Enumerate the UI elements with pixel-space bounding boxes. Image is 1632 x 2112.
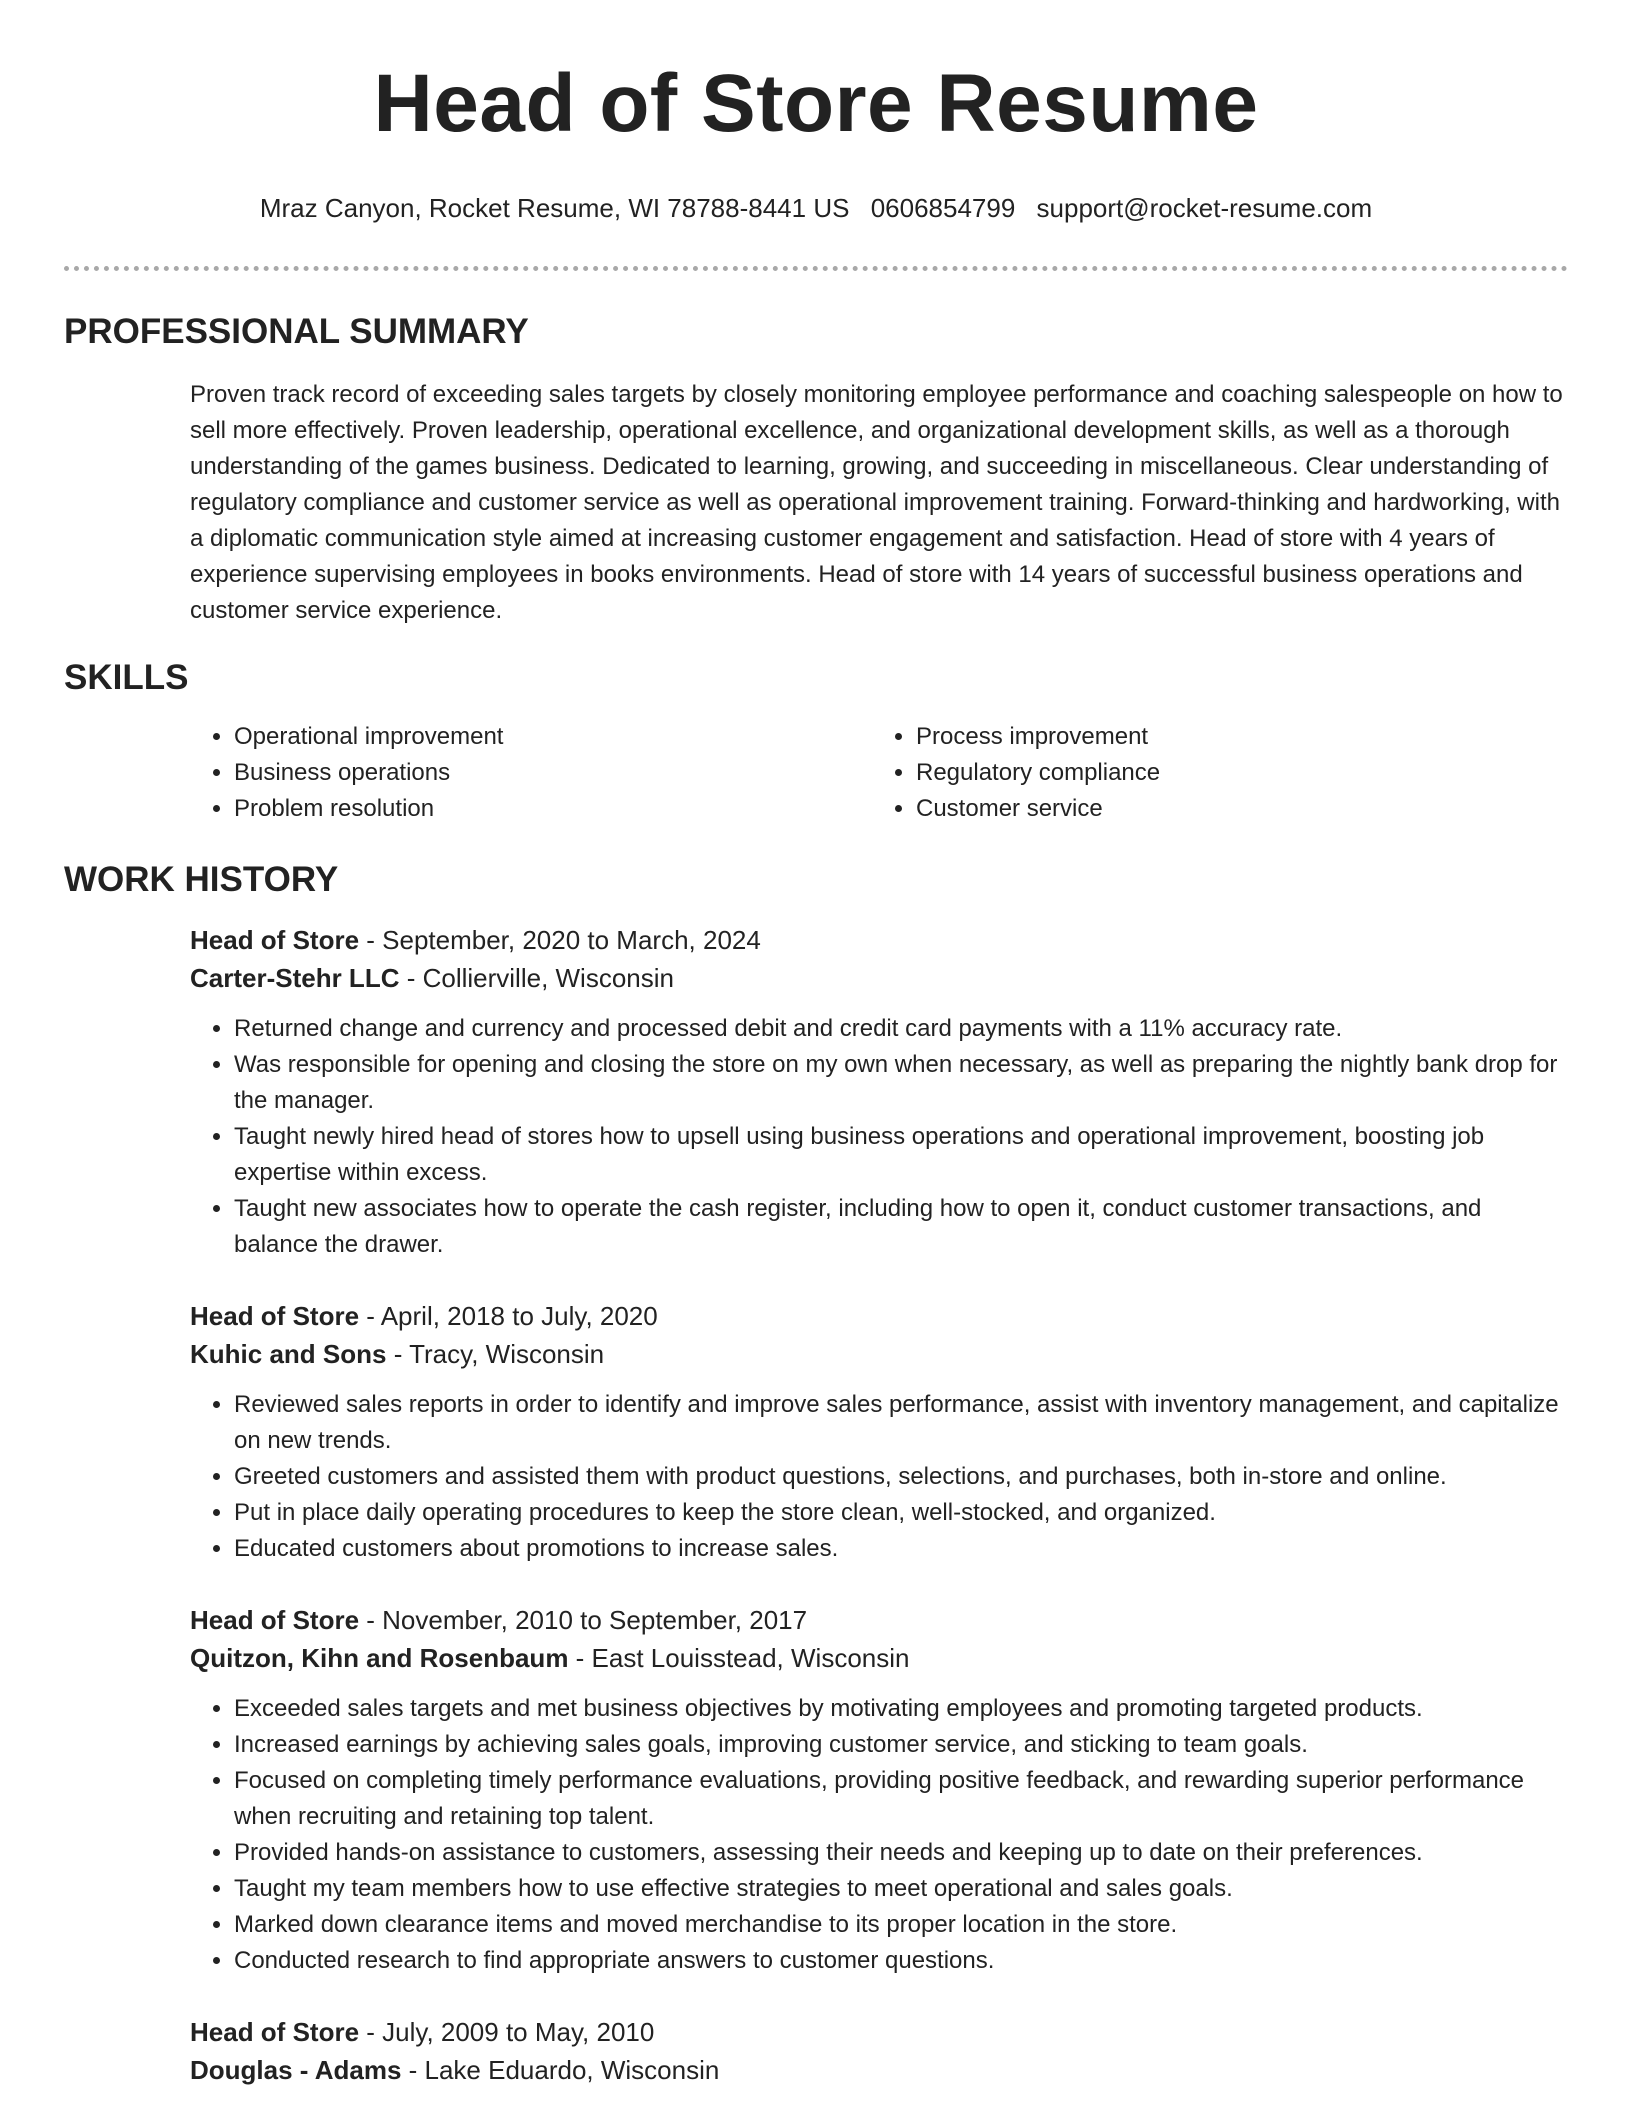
- job-location: - Collierville, Wisconsin: [399, 963, 674, 993]
- job-dates: - November, 2010 to September, 2017: [359, 1605, 808, 1635]
- skill-item: • Problem resolution: [234, 791, 872, 827]
- job-bullet: • Exceeded sales targets and met business objectives by motivating employees and promoting targeted products.: [234, 1691, 1568, 1727]
- job-bullet: • Taught my team members how to use effective strategies to meet operational and sales goals.: [234, 1871, 1568, 1907]
- job-bullets: [190, 1691, 1568, 1979]
- job-bullets: [190, 1011, 1568, 1263]
- skills-column-left: [190, 719, 872, 827]
- contact-line: [64, 192, 1568, 224]
- job-title: Head of Store: [190, 1301, 360, 1331]
- skill-item: • Business operations: [234, 755, 872, 791]
- job-company-line: [190, 1335, 1568, 1373]
- job-company: Carter-Stehr LLC: [190, 963, 400, 993]
- job-bullet: • Was responsible for opening and closing the store on my own when necessary, as well as preparing the nightly bank drop for the manager.: [234, 1047, 1568, 1119]
- job-title-line: [190, 921, 1568, 959]
- skills-column-right: [872, 719, 1160, 827]
- job-company-line: [190, 1639, 1568, 1677]
- job-title: Head of Store: [190, 925, 360, 955]
- job-company: Quitzon, Kihn and Rosenbaum: [190, 1643, 569, 1673]
- job-location: - Tracy, Wisconsin: [386, 1339, 605, 1369]
- summary-heading: PROFESSIONAL SUMMARY: [64, 312, 529, 351]
- job-dates: - September, 2020 to March, 2024: [359, 925, 761, 955]
- job-dates: - July, 2009 to May, 2010: [359, 2017, 655, 2047]
- job-bullet: • Taught new associates how to operate the cash register, including how to open it, conduct customer transactions, and balance the drawer.: [234, 1191, 1568, 1263]
- job-bullet: • Returned change and currency and processed debit and credit card payments with a 11% accuracy rate.: [234, 1011, 1568, 1047]
- job-title-line: [190, 1601, 1568, 1639]
- contact-address: Mraz Canyon, Rocket Resume, WI 78788-8441 US: [259, 193, 850, 223]
- skill-item: • Operational improvement: [234, 719, 872, 755]
- job-location: - Lake Eduardo, Wisconsin: [401, 2055, 720, 2085]
- job-bullet: • Marked down clearance items and moved merchandise to its proper location in the store.: [234, 1907, 1568, 1943]
- job-location: - East Louisstead, Wisconsin: [568, 1643, 910, 1673]
- skills-heading: SKILLS: [64, 658, 189, 697]
- job-entry: [190, 1601, 1568, 1979]
- skill-item: • Customer service: [916, 791, 1160, 827]
- job-bullet: • Focused on completing timely performance evaluations, providing positive feedback, and rewarding superior performance when recruiting and retaining top talent.: [234, 1763, 1568, 1835]
- job-bullet: • Greeted customers and assisted them with product questions, selections, and purchases, both in-store and online.: [234, 1459, 1568, 1495]
- job-bullet: • Educated customers about promotions to increase sales.: [234, 1531, 1568, 1567]
- job-company: Kuhic and Sons: [190, 1339, 387, 1369]
- work-history-heading: WORK HISTORY: [64, 860, 339, 899]
- skill-item: • Regulatory compliance: [916, 755, 1160, 791]
- job-title-line: [190, 1297, 1568, 1335]
- job-title-line: [190, 2013, 1568, 2051]
- job-bullet: • Conducted research to find appropriate answers to customer questions.: [234, 1943, 1568, 1979]
- job-company: Douglas - Adams: [190, 2055, 402, 2085]
- job-company-line: [190, 959, 1568, 997]
- job-bullet: • Increased earnings by achieving sales goals, improving customer service, and sticking to team goals.: [234, 1727, 1568, 1763]
- job-title: Head of Store: [190, 2017, 360, 2047]
- job-bullet: • Reviewed sales reports in order to identify and improve sales performance, assist with inventory management, and capitalize on new trends.: [234, 1387, 1568, 1459]
- summary-text: Proven track record of exceeding sales targets by closely monitoring employee performance and coaching salespeople on how to sell more effectively. Proven leadership, operational excellence, and organizational development skills, as well as a thorough understanding of the games business. Dedicated to learning, growing, and succeeding in miscellaneous. Clear understanding of regulatory compliance and customer service as well as operational improvement training. Forward-thinking and hardworking, with a diplomatic communication style aimed at increasing customer engagement and satisfaction. Head of store with 4 years of experience supervising employees in books environments. Head of store with 14 years of successful business operations and customer service experience.: [190, 381, 1563, 624]
- job-company-line: [190, 2051, 1568, 2089]
- job-entry: [190, 2013, 1568, 2089]
- job-dates: - April, 2018 to July, 2020: [359, 1301, 658, 1331]
- job-title: Head of Store: [190, 1605, 360, 1635]
- job-bullets: [190, 1387, 1568, 1567]
- job-entry: [190, 921, 1568, 1263]
- contact-email: support@rocket-resume.com: [1036, 193, 1373, 223]
- skill-item: • Process improvement: [916, 719, 1160, 755]
- job-bullet: • Provided hands-on assistance to customers, assessing their needs and keeping up to date on their preferences.: [234, 1835, 1568, 1871]
- header-divider: [64, 266, 1568, 271]
- job-bullet: • Taught newly hired head of stores how to upsell using business operations and operational improvement, boosting job expertise within excess.: [234, 1119, 1568, 1191]
- job-bullet: • Put in place daily operating procedures to keep the store clean, well-stocked, and organized.: [234, 1495, 1568, 1531]
- skills-list: [190, 719, 1568, 827]
- job-entry: [190, 1297, 1568, 1567]
- contact-phone: 0606854799: [870, 193, 1016, 223]
- resume-title: Head of Store Resume: [373, 58, 1259, 149]
